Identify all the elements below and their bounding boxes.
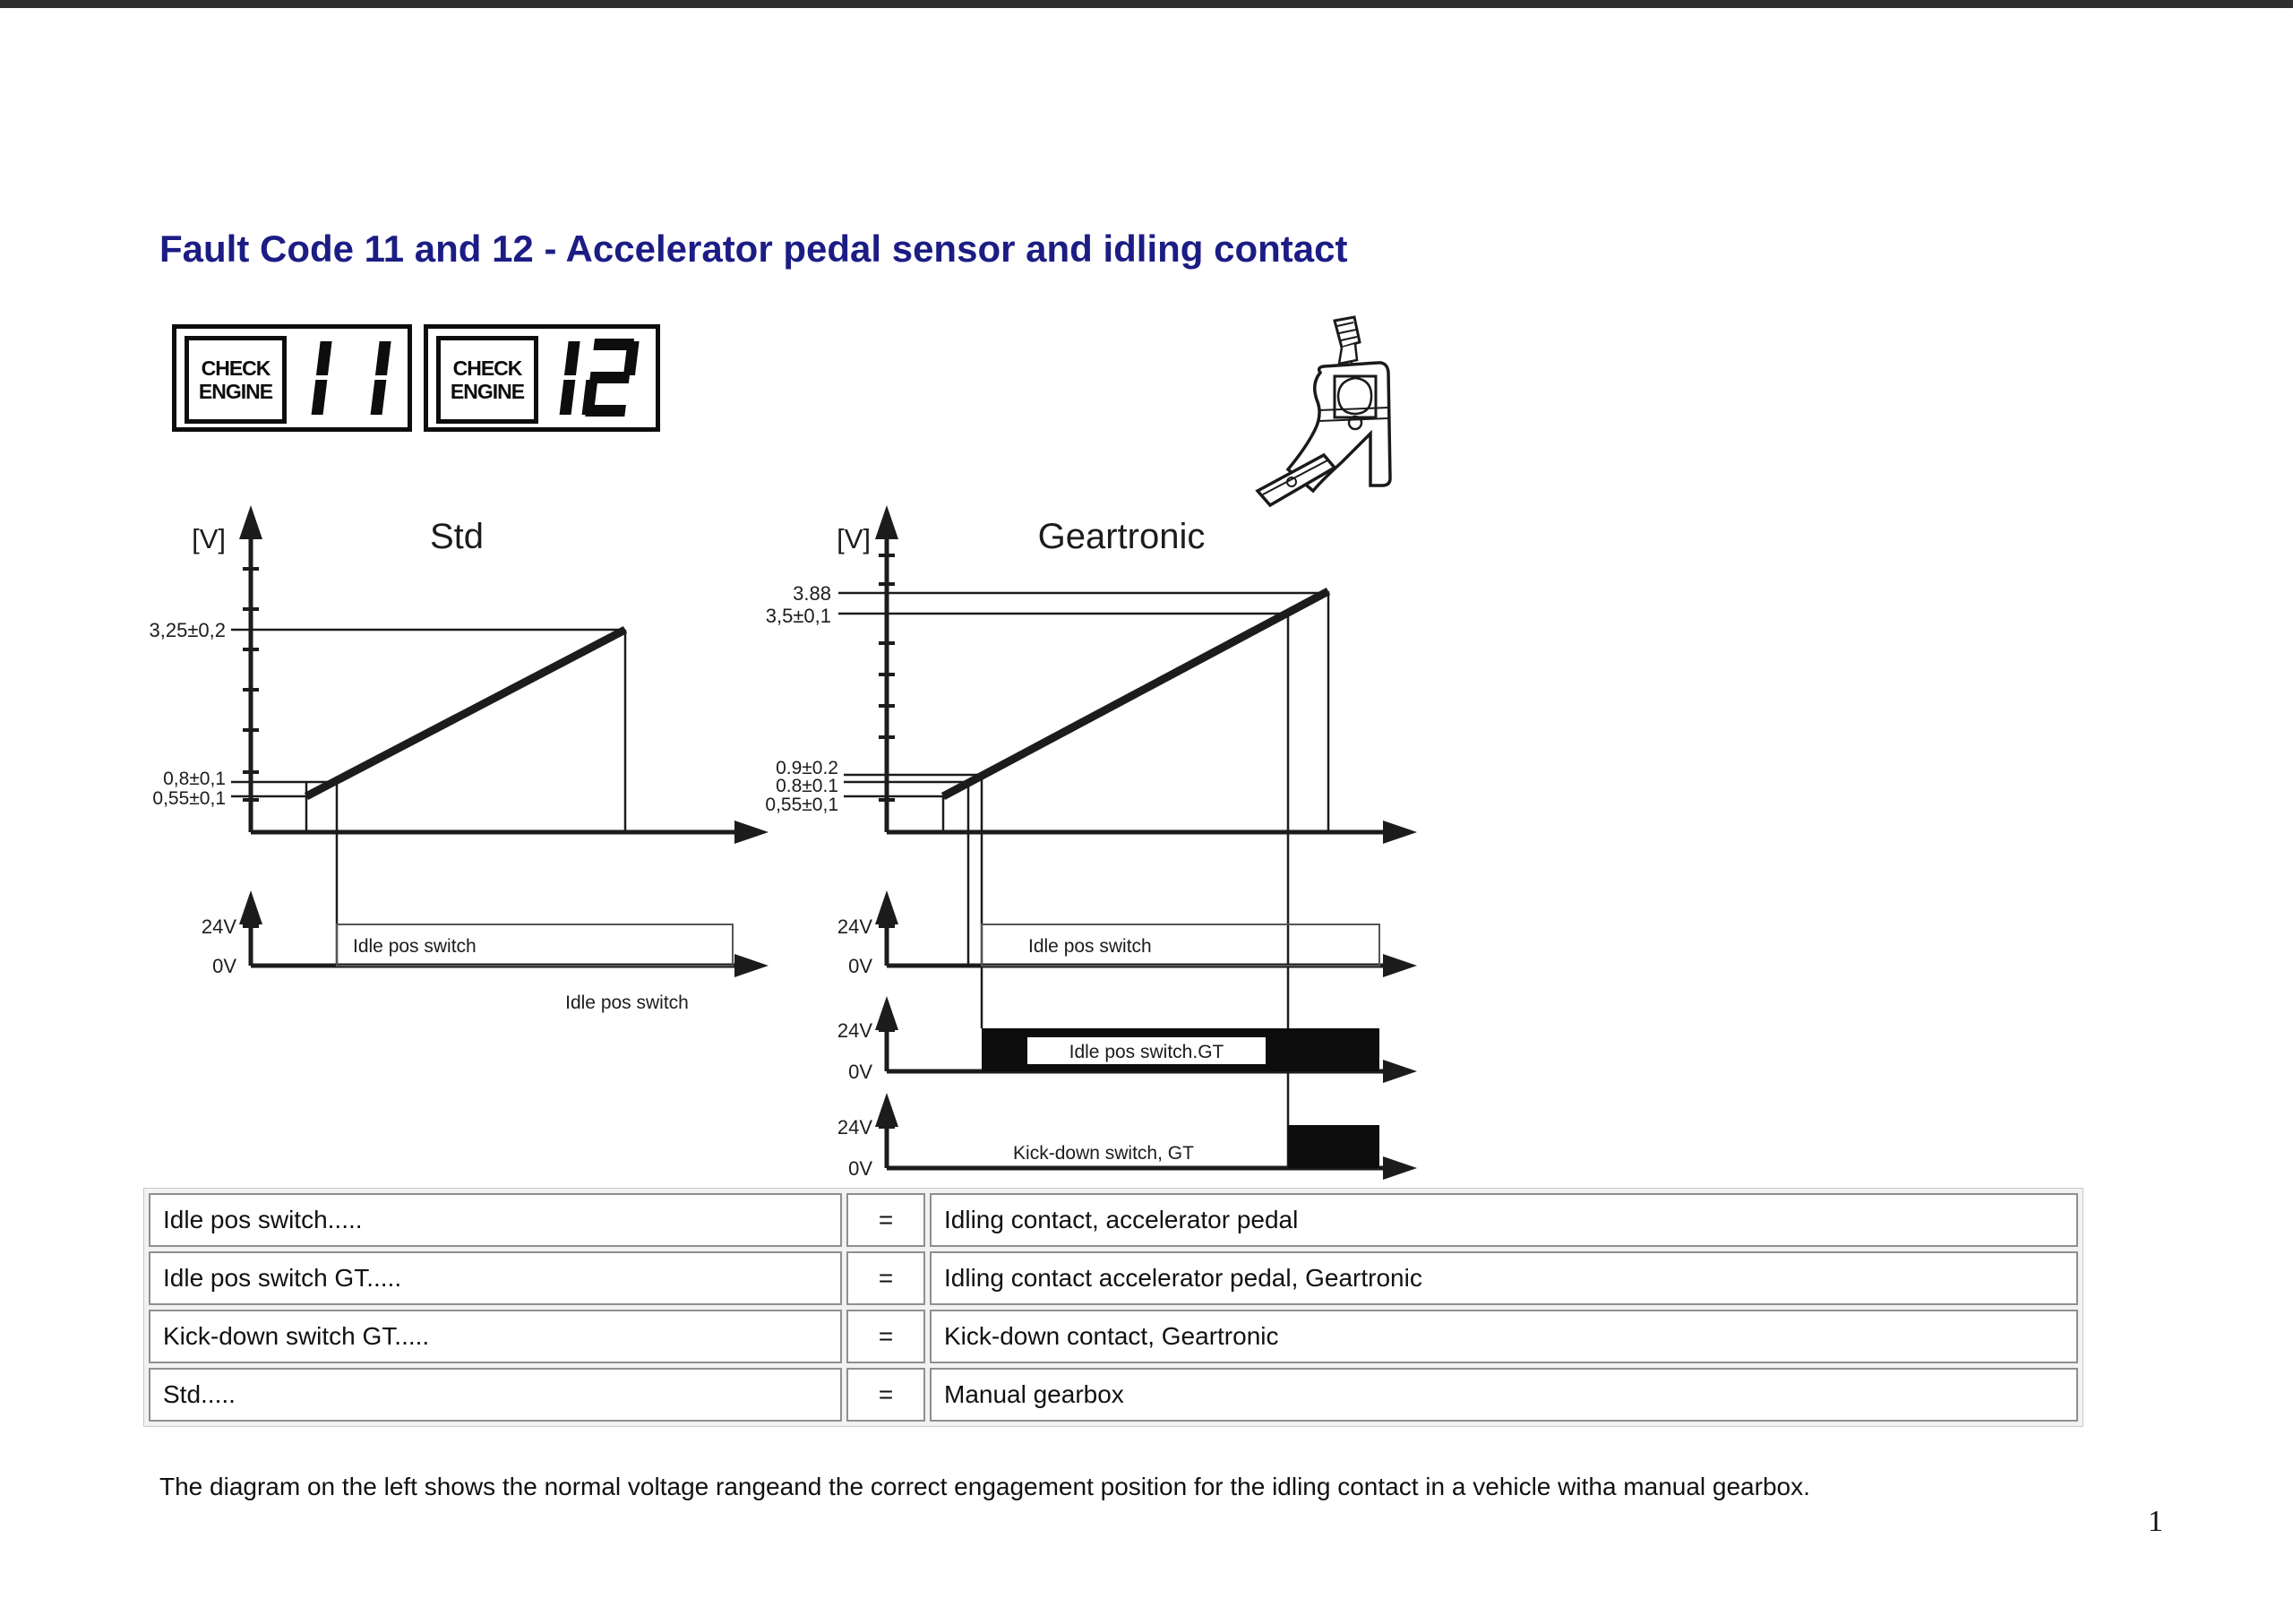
seven-segment-code-11 [271, 339, 397, 417]
check-engine-indicator-11 [172, 324, 412, 432]
gt-timing1-low-label: 0V [848, 955, 872, 977]
gt-timing2-high-label: 24V [837, 1019, 872, 1042]
table-row [149, 1193, 2078, 1247]
std-level-idle-high: 0,8±0,1 [163, 769, 226, 789]
seven-segment-code-12 [520, 339, 645, 417]
gt-timing1-high-label: 24V [837, 915, 872, 938]
voltage-diagrams [134, 484, 1478, 1191]
check-engine-label-line1: CHECK [452, 357, 522, 380]
gt-idle-switch-timing [875, 890, 1417, 977]
page-top-edge-bar [0, 0, 2293, 8]
std-y-unit: [V] [192, 523, 226, 554]
legend-equals: = [846, 1251, 925, 1305]
legend-definition: Kick-down contact, Geartronic [930, 1310, 2078, 1363]
std-timing-box-label: Idle pos switch [353, 936, 477, 957]
std-timing-low-label: 0V [212, 955, 236, 977]
std-level-idle-low: 0,55±0,1 [152, 788, 226, 809]
gt-timing3-label: Kick-down switch, GT [1013, 1143, 1194, 1164]
gt-idle-switch-gt-timing [875, 996, 1417, 1083]
check-engine-label-line2: ENGINE [198, 380, 273, 403]
gt-timing2-low-label: 0V [848, 1061, 872, 1083]
legend-equals: = [846, 1368, 925, 1422]
table-row [149, 1251, 2078, 1305]
gt-timing1-box-label: Idle pos switch [1028, 936, 1152, 957]
legend-definition: Manual gearbox [930, 1368, 2078, 1422]
check-engine-label-line2: ENGINE [450, 380, 525, 403]
std-timing-axis-label: Idle pos switch [565, 992, 689, 1013]
table-row [149, 1310, 2078, 1363]
gt-level-idle-gt: 0.9±0.2 [776, 758, 838, 778]
legend-equals: = [846, 1310, 925, 1363]
legend-term: Idle pos switch GT..... [149, 1251, 842, 1305]
legend-definition: Idling contact accelerator pedal, Geartronic [930, 1251, 2078, 1305]
gt-kickdown-switch-timing [875, 1093, 1417, 1180]
std-level-max: 3,25±0,2 [149, 619, 226, 641]
legend-definition: Idling contact, accelerator pedal [930, 1193, 2078, 1247]
legend-term: Kick-down switch GT..... [149, 1310, 842, 1363]
check-engine-label-line1: CHECK [201, 357, 271, 380]
accelerator-pedal-illustration [1252, 315, 1436, 508]
geartronic-y-unit: [V] [837, 523, 871, 554]
std-title: Std [429, 517, 485, 556]
gt-timing3-high-label: 24V [837, 1116, 872, 1139]
table-row [149, 1368, 2078, 1422]
std-voltage-plot [231, 505, 769, 966]
legend-term: Std..... [149, 1368, 842, 1422]
check-engine-indicator-12 [424, 324, 660, 432]
gt-level-idle-high: 0.8±0.1 [776, 776, 838, 796]
page-number: 1 [2148, 1505, 2163, 1538]
gt-level-max: 3.88 [793, 582, 831, 605]
std-idle-switch-timing [239, 890, 769, 977]
footnote-text: The diagram on the left shows the normal voltage rangeand the correct engagement position for the idling contact in a vehicle witha manual gearbox. [159, 1473, 1810, 1500]
gt-level-idle-low: 0,55±0,1 [765, 795, 838, 815]
legend-table [143, 1188, 2083, 1427]
std-timing-high-label: 24V [201, 915, 236, 938]
legend-term: Idle pos switch..... [149, 1193, 842, 1247]
page-title: Fault Code 11 and 12 - Accelerator pedal sensor and idling contact [159, 228, 1348, 270]
gt-timing2-box-label: Idle pos switch.GT [1069, 1042, 1224, 1062]
gt-timing3-low-label: 0V [848, 1157, 872, 1180]
gt-level-kickdown: 3,5±0,1 [765, 605, 831, 627]
geartronic-title: Geartronic [1037, 517, 1206, 556]
legend-equals: = [846, 1193, 925, 1247]
